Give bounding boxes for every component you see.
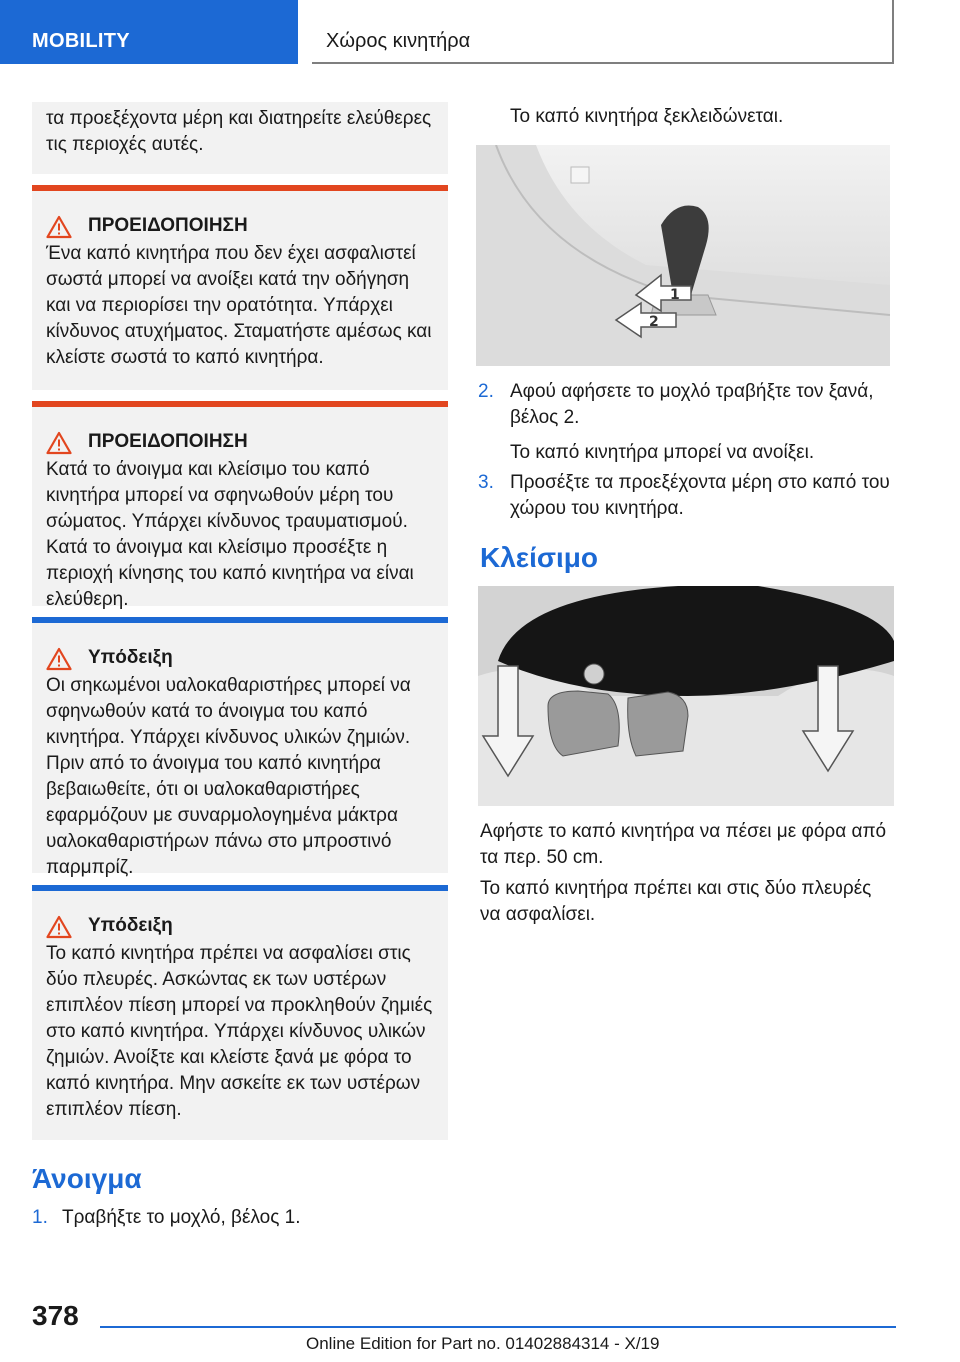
lever-figure xyxy=(476,145,890,366)
page-title: Χώρος κινητήρα xyxy=(326,30,471,52)
warning-box-2 xyxy=(32,401,448,610)
closing-text-1: Αφήστε το καπό κινητήρα να πέσει με φόρα από τα περ. 50 cm. xyxy=(480,821,887,868)
closing-text-2: Το καπό κινητήρα πρέπει και στις δύο πλευρές να ασφαλίσει. xyxy=(480,878,872,925)
edition-text: Online Edition for Part no. 01402884314 - X/19 xyxy=(306,1334,660,1353)
warning-bar xyxy=(32,401,448,407)
warning-text: Κατά το άνοιγμα και κλείσιμο του καπό κινητήρα μπορεί να σφηνωθούν μέρη του σώματος. Υπάρχει κίνδυνος τραυματισμού. Κατά το άνοιγμα και κλείσιμο προσέξτε η περιοχή κίνησης του καπό κινητήρα να είναι ελεύθερη. xyxy=(46,459,414,610)
step-text: Τραβήξτε το μοχλό, βέλος 1. xyxy=(62,1207,301,1228)
warning-bar xyxy=(32,185,448,191)
section-label: MOBILITY xyxy=(32,30,130,52)
footer-rule xyxy=(100,1326,896,1328)
step-number: 1. xyxy=(32,1207,48,1228)
note-box-2 xyxy=(32,885,448,1140)
warning-text: Ένα καπό κινητήρα που δεν έχει ασφαλιστεί σωστά μπορεί να ανοίξει κατά την οδήγηση και να περιορίσει την ορατότητα. Υπάρχει κίνδυνος ατυχήματος. Σταματήστε αμέσως και κλείστε σωστά το καπό κινητήρα. xyxy=(46,243,432,368)
caution-icon xyxy=(46,915,72,939)
hood-illustration xyxy=(478,586,894,806)
closing-heading: Κλείσιμο xyxy=(480,542,599,573)
step-text: Αφού αφήσετε το μοχλό τραβήξτε τον ξανά, βέλος 2. xyxy=(510,381,874,428)
hood-figure xyxy=(478,586,894,806)
intro-text: τα προεξέχοντα μέρη και διατηρείτε ελεύθερες τις περιοχές αυτές. xyxy=(46,108,432,155)
opening-heading: Άνοιγμα xyxy=(32,1163,142,1194)
note-title: Υπόδειξη xyxy=(88,915,173,936)
step-number: 3. xyxy=(478,472,494,493)
caution-icon xyxy=(46,647,72,671)
arrow-1-label: 1 xyxy=(670,287,680,303)
note-bar xyxy=(32,885,448,891)
page-header xyxy=(312,0,894,64)
warning-title: ΠΡΟΕΙΔΟΠΟΙΗΣΗ xyxy=(88,431,248,452)
intro-box xyxy=(32,102,448,174)
section-tab xyxy=(0,0,298,64)
unlocked-text: Το καπό κινητήρα ξεκλειδώνεται. xyxy=(510,106,784,127)
note-text: Οι σηκωμένοι υαλοκαθαριστήρες μπορεί να σφηνωθούν κατά το άνοιγμα του καπό κινητήρα. Υπάρχει κίνδυνος υλικών ζημιών. Πριν από το άνοιγμα του καπό κινητήρα βεβαιωθείτε, ότι οι υαλοκαθαριστήρες εφαρμόζουν με συναρμολογημένα μάκτρα υαλοκαθαριστήρων πάνω στο μπροστινό παρμπρίζ. xyxy=(46,675,411,878)
warning-icon xyxy=(46,215,72,239)
note-bar xyxy=(32,617,448,623)
step-2-result: Το καπό κινητήρα μπορεί να ανοίξει. xyxy=(510,442,815,463)
warning-title: ΠΡΟΕΙΔΟΠΟΙΗΣΗ xyxy=(88,215,248,236)
note-box-1 xyxy=(32,617,448,878)
step-text: Προσέξτε τα προεξέχοντα μέρη στο καπό του χώρου του κινητήρα. xyxy=(510,472,890,519)
note-title: Υπόδειξη xyxy=(88,647,173,668)
warning-icon xyxy=(46,431,72,455)
lever-illustration xyxy=(476,145,890,366)
step-number: 2. xyxy=(478,381,494,402)
note-text: Το καπό κινητήρα πρέπει να ασφαλίσει στις δύο πλευρές. Ασκώντας εκ των υστέρων επιπλέον πίεση μπορεί να προκληθούν ζημιές στο καπό κινητήρα. Υπάρχει κίνδυνος υλικών ζημιών. Ανοίξτε και κλείστε ξανά με φόρα το καπό κινητήρα. Μην ασκείτε εκ των υστέρων επιπλέον πίεση. xyxy=(46,943,433,1120)
warning-box-1 xyxy=(32,185,448,390)
arrow-2-label: 2 xyxy=(649,314,659,330)
page-number: 378 xyxy=(32,1300,79,1331)
